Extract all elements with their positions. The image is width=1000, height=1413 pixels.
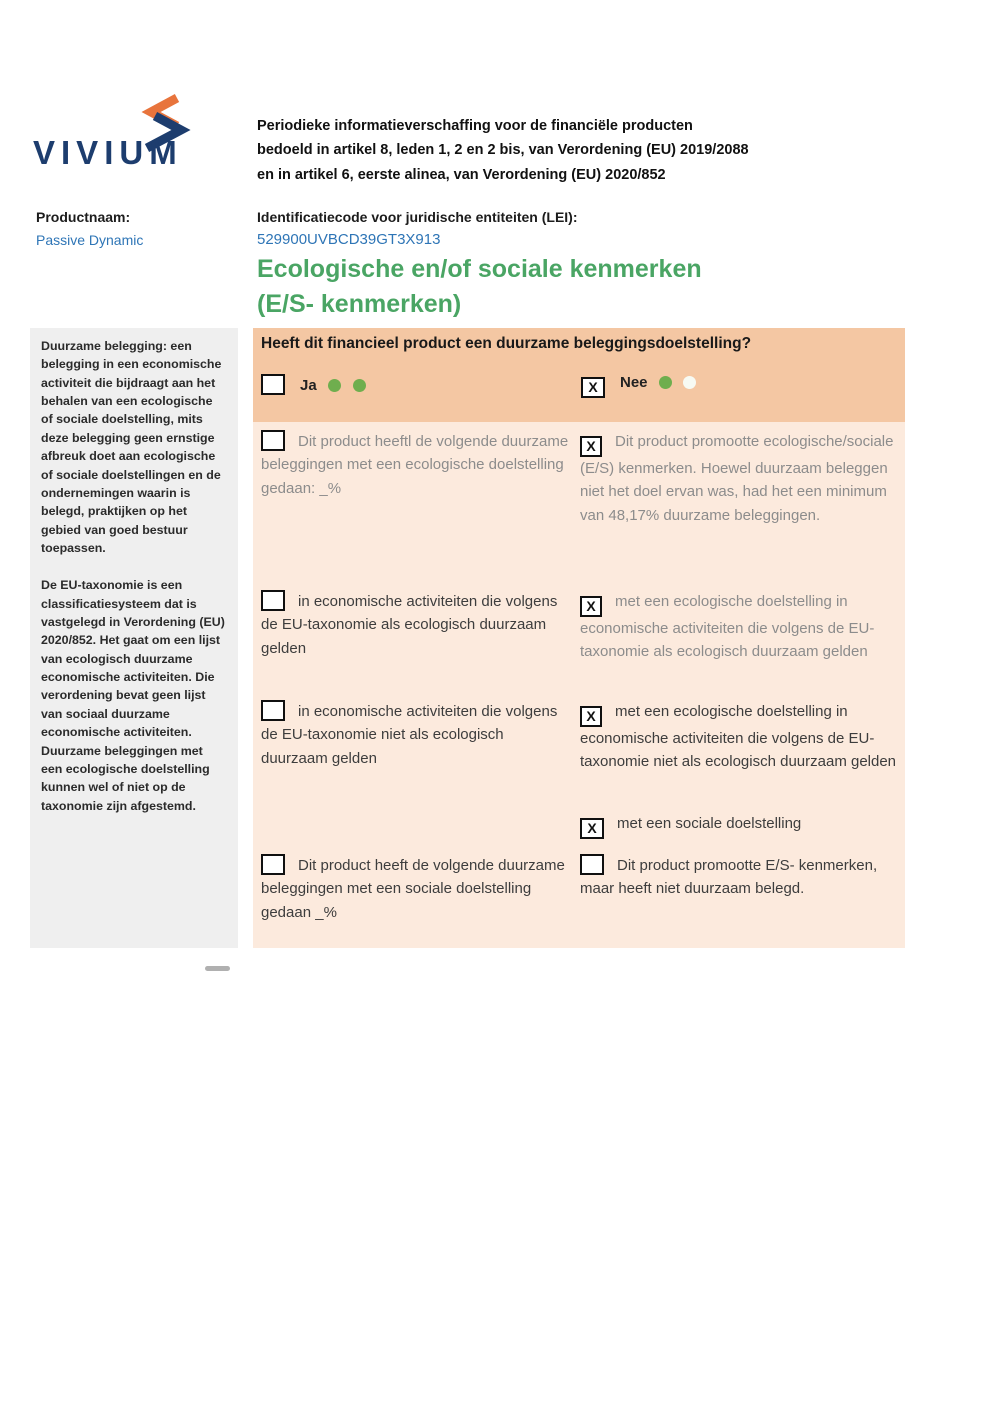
green-dot-icon (353, 379, 366, 392)
nee-checkbox[interactable]: X (581, 377, 605, 398)
option-eco-doelstelling-taxonomie-niet-duurzaam (580, 700, 900, 774)
option-taxonomie-niet-duurzaam (261, 700, 573, 770)
option-checkbox[interactable]: X (580, 818, 604, 839)
nee-label: Nee (620, 374, 648, 391)
option-text: Dit product promootte E/S- kenmerken, maar heeft niet duurzaam belegd. (580, 857, 878, 898)
page-title-line2: (E/S- kenmerken) (257, 289, 462, 318)
options-band (253, 422, 905, 948)
product-name-value: Passive Dynamic (36, 232, 144, 248)
option-checkbox[interactable] (261, 430, 285, 451)
option-promootte-es-kenmerken (580, 430, 900, 527)
vivium-wordmark: VIVIUM (33, 134, 183, 171)
sidebar-definition-duurzame-belegging: Duurzame belegging: een belegging in een economische activiteit die bijdraagt aan het behalen van een ecologische of sociale doelstelling, mits deze belegging geen ernstige afbreuk doet aan ecologische of sociale doelstellingen en de ondernemingen waarin is belegd, praktijken op het gebied van goed bestuur toepassen. (41, 339, 222, 555)
ja-label: Ja (300, 377, 317, 394)
ja-checkbox[interactable] (261, 374, 285, 395)
question-text: Heeft dit financieel product een duurzame beleggingsdoelstelling? (261, 335, 752, 352)
green-dot-icon (659, 376, 672, 389)
option-sociale-doelstelling (580, 812, 900, 839)
page-title (257, 252, 817, 321)
regulation-header (257, 114, 817, 187)
white-dot-icon (683, 376, 696, 389)
option-ecologische-doelstelling-pct (261, 430, 573, 500)
option-text: met een ecologische doelstelling in economische activiteiten die volgens de EU-taxonomie niet als ecologisch duurzaam gelden (580, 703, 897, 771)
regulation-header-line1: Periodieke informatieverschaffing voor de financiële producten (257, 118, 693, 134)
option-checkbox[interactable] (580, 854, 604, 875)
option-checkbox[interactable] (261, 590, 285, 611)
regulation-header-line2: bedoeld in artikel 8, leden 1, 2 en 2 bis, van Verordening (EU) 2019/2088 (257, 142, 749, 159)
question-band (253, 328, 905, 422)
sidebar-definitions (30, 328, 238, 948)
option-text: Dit product heeft de volgende duurzame beleggingen met een sociale doelstelling gedaan _% (261, 857, 565, 921)
option-niet-duurzaam-belegd (580, 854, 900, 901)
lei-label: Identificatiecode voor juridische entiteiten (LEI): (257, 209, 578, 225)
option-checkbox[interactable]: X (580, 706, 602, 727)
option-taxonomie-duurzaam (261, 590, 573, 660)
option-text: in economische activiteiten die volgens de EU-taxonomie als ecologisch duurzaam gelden (261, 593, 558, 657)
regulation-header-line3: en in artikel 6, eerste alinea, van Verordening (EU) 2020/852 (257, 166, 666, 183)
answer-ja (261, 374, 366, 395)
page-dash-mark (205, 966, 230, 971)
sidebar-definition-eu-taxonomie: De EU-taxonomie is een classificatiesysteem dat is vastgelegd in Verordening (EU) 2020/852. Het gaat om een lijst van ecologisch duurzame economische activiteiten. Die verordening bevat geen lijst van sociaal duurzame economische activiteiten. Duurzame beleggingen met een ecologische doelstelling kunnen wel of niet op de taxonomie zijn afgestemd. (41, 578, 225, 813)
lei-value: 529900UVBCD39GT3X913 (257, 231, 441, 248)
option-text: Dit product heeftl de volgende duurzame beleggingen met een ecologische doelstelling gedaan: _% (261, 433, 569, 497)
option-text: met een ecologische doelstelling in economische activiteiten die volgens de EU-taxonomie als ecologisch duurzaam gelden (580, 593, 875, 661)
product-name-label: Productnaam: (36, 209, 131, 225)
option-eco-doelstelling-taxonomie-duurzaam (580, 590, 900, 664)
option-text: met een sociale doelstelling (617, 815, 802, 832)
option-checkbox[interactable] (261, 700, 285, 721)
page-title-line1: Ecologische en/of sociale kenmerken (257, 255, 702, 283)
green-dot-icon (328, 379, 341, 392)
option-sociale-doelstelling-pct (261, 854, 573, 924)
option-checkbox[interactable]: X (580, 596, 602, 617)
option-checkbox[interactable]: X (580, 436, 602, 457)
option-text: in economische activiteiten die volgens de EU-taxonomie niet als ecologisch duurzaam gelden (261, 703, 558, 767)
option-checkbox[interactable] (261, 854, 285, 875)
option-text: Dit product promootte ecologische/sociale (E/S) kenmerken. Hoewel duurzaam beleggen niet het doel ervan was, had het een minimum van 48,17% duurzame beleggingen. (580, 433, 894, 524)
answer-nee (581, 374, 696, 398)
